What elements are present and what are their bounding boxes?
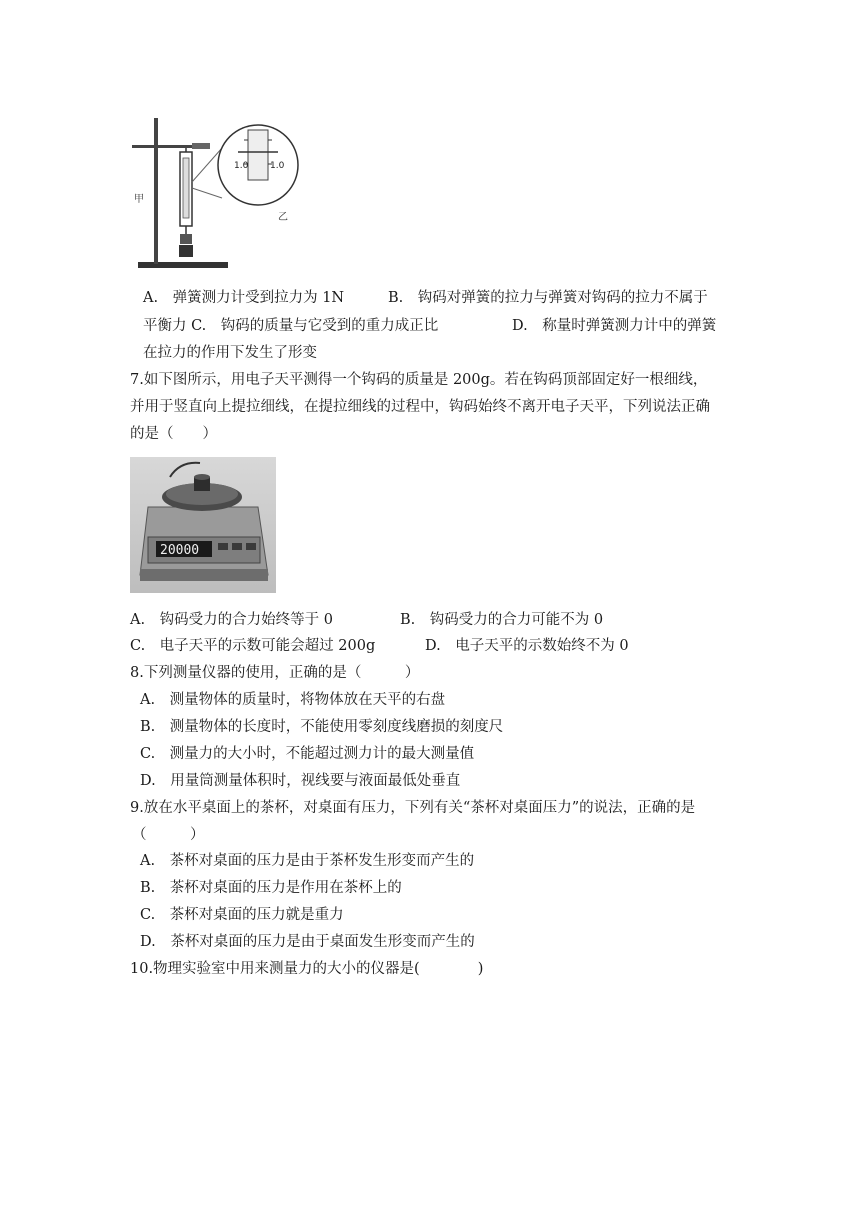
q8-stem: 8.下列测量仪器的使用，正确的是（ ） <box>130 665 420 681</box>
spring-scale-figure <box>130 110 305 275</box>
q7-option-a: A. 钩码受力的合力始终等于 0 <box>130 612 333 628</box>
q9-stem-line1: 9.放在水平桌面上的茶杯，对桌面有压力，下列有关“茶杯对桌面压力”的说法，正确的是 <box>130 800 696 816</box>
scale-right-label: 1.0 <box>270 161 285 171</box>
q7-option-c: C. 电子天平的示数可能会超过 200g <box>130 638 376 654</box>
label-jia: 甲 <box>134 194 144 205</box>
q6-option-c: 平衡力 C. 钩码的质量与它受到的重力成正比 <box>143 318 439 334</box>
q9-option-c: C. 茶杯对桌面的压力就是重力 <box>140 907 344 923</box>
q7-option-d: D. 电子天平的示数始终不为 0 <box>425 638 629 654</box>
electronic-balance-figure <box>130 457 276 593</box>
q6-option-d-cont: 在拉力的作用下发生了形变 <box>143 345 317 361</box>
q7-option-b: B. 钩码受力的合力可能不为 0 <box>400 612 604 628</box>
q9-stem-line2: （ ） <box>132 827 205 843</box>
q9-option-d: D. 茶杯对桌面的压力是由于桌面发生形变而产生的 <box>140 934 475 950</box>
q7-stem-line3: 的是（ ） <box>130 426 217 442</box>
q6-option-a: A. 弹簧测力计受到拉力为 1N <box>143 290 345 306</box>
q9-option-b: B. 茶杯对桌面的压力是作用在茶杯上的 <box>140 880 402 896</box>
q8-option-a: A. 测量物体的质量时，将物体放在天平的右盘 <box>140 692 446 708</box>
q9-option-a: A. 茶杯对桌面的压力是由于茶杯发生形变而产生的 <box>140 853 475 869</box>
q8-option-d: D. 用量筒测量体积时，视线要与液面最低处垂直 <box>140 773 461 789</box>
q7-stem-line2: 并用于竖直向上提拉细线，在提拉细线的过程中，钩码始终不离开电子天平，下列说法正确 <box>130 399 710 415</box>
q7-stem-line1: 7.如下图所示，用电子天平测得一个钩码的质量是 200g。若在钩码顶部固定好一根细线， <box>130 372 708 388</box>
scale-left-label: 1.0 <box>234 161 249 171</box>
q6-option-d: D. 称量时弹簧测力计中的弹簧 <box>512 318 717 334</box>
q10-stem: 10.物理实验室中用来测量力的大小的仪器是( ) <box>130 961 484 977</box>
q6-option-b: B. 钩码对弹簧的拉力与弹簧对钩码的拉力不属于 <box>388 290 708 306</box>
q8-option-c: C. 测量力的大小时，不能超过测力计的最大测量值 <box>140 746 475 762</box>
balance-display-value: 20000 <box>160 543 200 558</box>
q8-option-b: B. 测量物体的长度时，不能使用零刻度线磨损的刻度尺 <box>140 719 504 735</box>
label-yi: 乙 <box>278 212 288 223</box>
